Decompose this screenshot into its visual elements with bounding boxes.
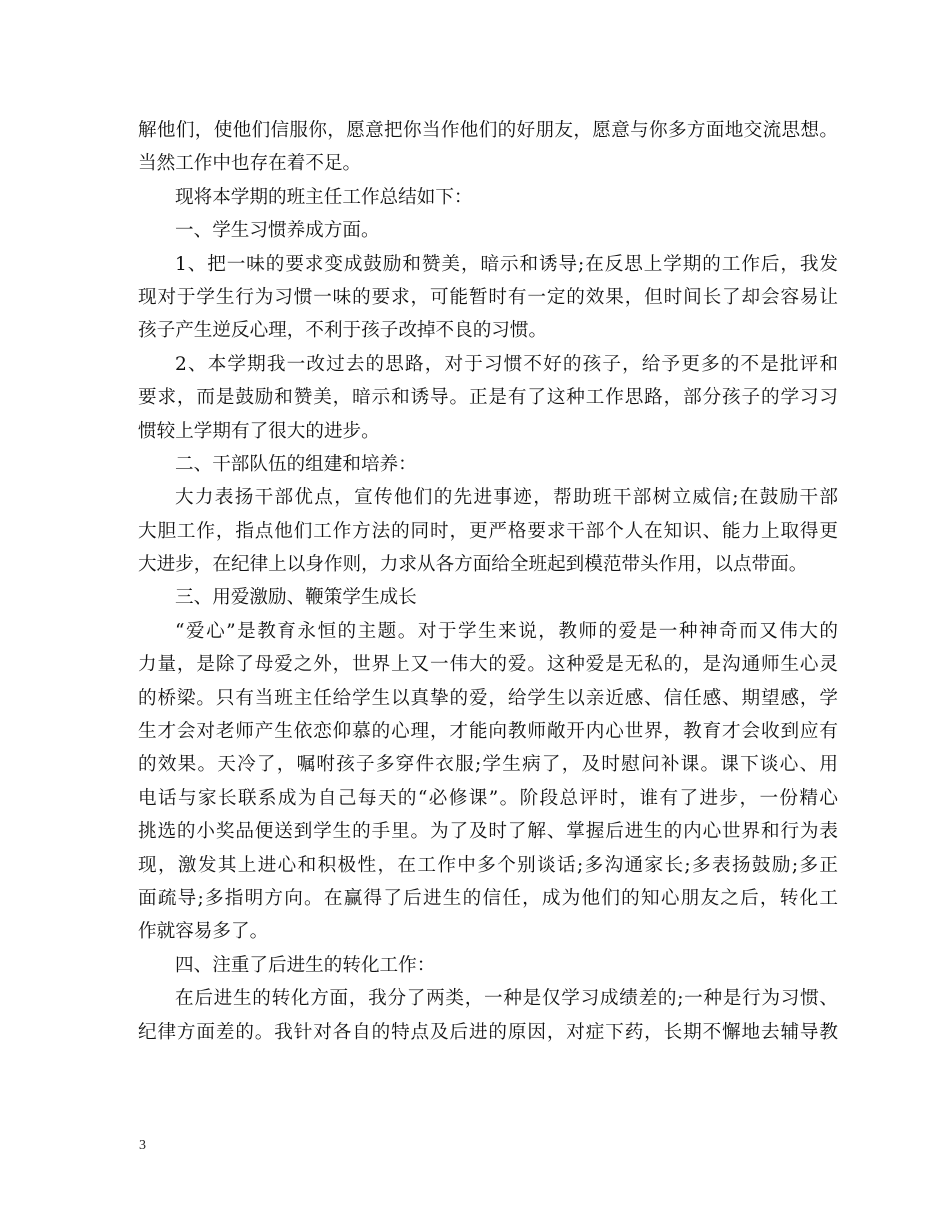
paragraph [138, 481, 838, 581]
text-line: 现，激发其上进心和积极性，在工作中多个别谈话;多沟通家长;多表扬鼓励;多正 [138, 854, 838, 876]
paragraph [138, 348, 838, 448]
text-line: 电话与家长联系成为自己每天的“必修课”。阶段总评时，谁有了进步，一份精心 [138, 787, 838, 809]
text-line: 大进步，在纪律上以身作则，力求从各方面给全班起到模范带头作用，以点带面。 [138, 554, 808, 576]
text-line: 力量，是除了母爱之外，世界上又一伟大的爱。这种爱是无私的，是沟通师生心灵 [138, 654, 838, 676]
text-line: 面疏导;多指明方向。在赢得了后进生的信任，成为他们的知心朋友之后，转化工 [138, 887, 838, 909]
text-line: 要求，而是鼓励和赞美，暗示和诱导。正是有了这种工作思路，部分孩子的学习习 [138, 387, 838, 409]
text-line: 二、干部队伍的组建和培养： [175, 453, 417, 475]
text-line: 惯较上学期有了很大的进步。 [138, 420, 380, 442]
document-page [138, 114, 838, 1049]
text-line: 的桥梁。只有当班主任给学生以真挚的爱，给学生以亲近感、信任感、期望感，学 [138, 687, 838, 709]
text-line: 当然工作中也存在着不足。 [138, 153, 362, 175]
paragraph [138, 615, 838, 949]
paragraph [138, 982, 838, 1049]
paragraph [138, 248, 838, 348]
text-line: 孩子产生逆反心理，不利于孩子改掉不良的习惯。 [138, 320, 548, 342]
page-number: 3 [139, 1138, 146, 1153]
paragraph [138, 581, 838, 614]
text-line: 三、用爱激励、鞭策学生成长 [175, 587, 417, 609]
text-line: 四、注重了后进生的转化工作： [175, 954, 436, 976]
paragraph [138, 114, 838, 181]
text-line: 大胆工作，指点他们工作方法的同时，更严格要求干部个人在知识、能力上取得更 [138, 520, 838, 542]
text-line: 大力表扬干部优点，宣传他们的先进事迹，帮助班干部树立威信;在鼓励干部 [175, 487, 838, 509]
text-line: 在后进生的转化方面，我分了两类，一种是仅学习成绩差的;一种是行为习惯、 [175, 988, 838, 1010]
text-line: 现对于学生行为习惯一味的要求，可能暂时有一定的效果，但时间长了却会容易让 [138, 286, 838, 308]
paragraph [138, 214, 838, 247]
paragraph [138, 949, 838, 982]
text-line: 纪律方面差的。我针对各自的特点及后进的原因，对症下药，长期不懈地去辅导教 [138, 1021, 838, 1043]
text-line: 解他们，使他们信服你，愿意把你当作他们的好朋友，愿意与你多方面地交流思想。 [138, 120, 838, 141]
text-line: 挑选的小奖品便送到学生的手里。为了及时了解、掌握后进生的内心世界和行为表 [138, 821, 838, 843]
paragraph [138, 448, 838, 481]
text-line: 的效果。天冷了，嘱咐孩子多穿件衣服;学生病了，及时慰问补课。课下谈心、用 [138, 754, 838, 776]
text-line: 生才会对老师产生依恋仰慕的心理，才能向教师敞开内心世界，教育才会收到应有 [138, 721, 838, 743]
text-line: 一、学生习惯养成方面。 [175, 220, 380, 242]
paragraph [138, 181, 838, 214]
text-line: 作就容易多了。 [138, 921, 269, 943]
text-line: 1、把一味的要求变成鼓励和赞美，暗示和诱导;在反思上学期的工作后，我发 [175, 253, 838, 275]
text-line: 现将本学期的班主任工作总结如下： [175, 186, 473, 208]
text-line: “爱心”是教育永恒的主题。对于学生来说，教师的爱是一种神奇而又伟大的 [175, 620, 838, 642]
text-line: 2、本学期我一改过去的思路，对于习惯不好的孩子，给予更多的不是批评和 [175, 353, 838, 375]
